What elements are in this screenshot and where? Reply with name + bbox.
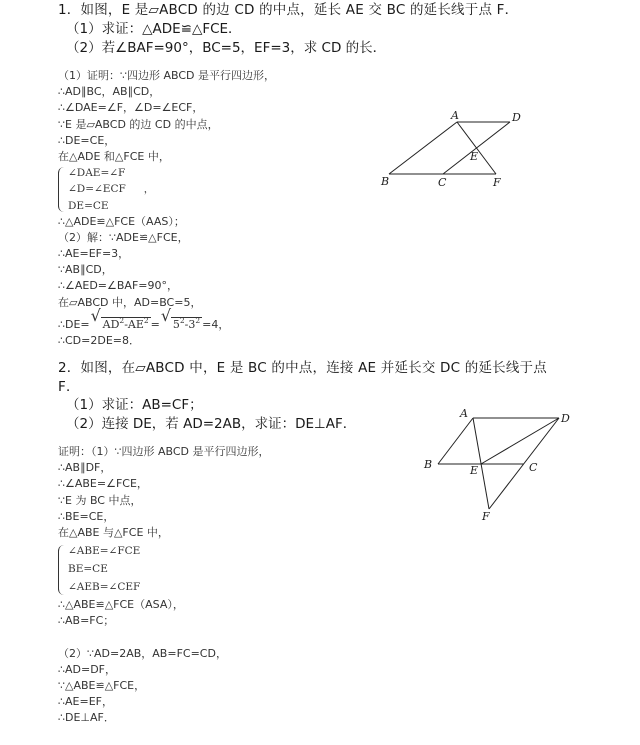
exponent: 2 bbox=[143, 315, 149, 325]
sqrt-icon bbox=[162, 313, 202, 333]
label-C: C bbox=[438, 176, 447, 189]
q1-sol-line: ∴AE=EF=3， bbox=[58, 247, 130, 261]
q1-sol-line: （2）解：∵ADE≌△FCE， bbox=[58, 230, 189, 244]
q2-sys-line: ∠ABE=∠FCE bbox=[68, 545, 141, 558]
q2-sol-line: ∴AD=DF， bbox=[58, 662, 117, 676]
q2-sol-line: ∵△ABE≌△FCE， bbox=[58, 679, 146, 693]
label-A: A bbox=[460, 407, 468, 420]
q1-equation-system bbox=[58, 165, 275, 214]
q1-sys-line-tail: ， bbox=[143, 183, 155, 196]
q1-title: 1．如图，E 是▱ABCD 的边 CD 的中点，延长 AE 交 BC 的延长线于点 F． bbox=[58, 2, 519, 18]
q2-part1: （1）求证：AB=CF； bbox=[66, 397, 203, 413]
segment-AF bbox=[457, 122, 496, 174]
q1-sol-line: 在▱ABCD 中，AD=BC=5， bbox=[58, 295, 202, 309]
label-D: D bbox=[512, 111, 521, 124]
q2-sys-line: BE=CE bbox=[68, 563, 108, 576]
q2-title: 2．如图，在▱ABCD 中，E 是 BC 的中点，连接 AE 并延长交 DC 的延长线于点 bbox=[58, 360, 547, 376]
q1-figure bbox=[375, 105, 535, 195]
exponent: 2 bbox=[195, 315, 201, 325]
segment-DE bbox=[481, 418, 559, 464]
label-D: D bbox=[561, 412, 570, 425]
q1-sol-line: （1）证明：∵四边形 ABCD 是平行四边形， bbox=[58, 69, 276, 82]
q2-sol-line: ∴DE⊥AF． bbox=[58, 711, 115, 725]
blank-line bbox=[58, 630, 270, 646]
label-B: B bbox=[424, 458, 433, 471]
q1-sol-line: ∴△ADE≌△FCE（AAS）； bbox=[58, 214, 185, 228]
q2-title-cont: F． bbox=[58, 379, 80, 395]
q2-sol-line: ∴△ABE≌△FCE（ASA）， bbox=[58, 598, 184, 612]
q1-sol-line: ∴CD=2DE=8． bbox=[58, 333, 141, 347]
label-E: E bbox=[470, 464, 479, 477]
q2-part2: （2）连接 DE，若 AD=2AB，求证：DE⊥AF． bbox=[66, 416, 357, 432]
q1-sol-line: 在△ADE 和△FCE 中， bbox=[58, 149, 170, 163]
exponent: 2 bbox=[119, 315, 125, 325]
sqrt-result: =4， bbox=[202, 317, 230, 331]
q2-sol-line: ∴AB=FC； bbox=[58, 614, 115, 628]
q2-sol-line: ∴BE=CE， bbox=[58, 509, 115, 523]
q2-sol-line: 在△ABE 与△FCE 中， bbox=[58, 525, 169, 539]
q2-sol-line: ∴∠ABE=∠FCE， bbox=[58, 477, 148, 491]
equals: = bbox=[150, 317, 160, 331]
q2-sol-line: 证明：（1）∵四边形 ABCD 是平行四边形， bbox=[58, 445, 270, 458]
segment-AB bbox=[389, 122, 457, 174]
exponent: 2 bbox=[179, 315, 185, 325]
label-E: E bbox=[470, 150, 479, 163]
q2-sol-line: ∵E 为 BC 中点， bbox=[58, 493, 142, 507]
q1-sys-line: DE=CE bbox=[68, 199, 109, 212]
q1-sys-line bbox=[68, 181, 275, 197]
q1-sol-line: ∴AD∥BC，AB∥CD， bbox=[58, 85, 161, 99]
q1-part1: （1）求证：△ADE≌△FCE． bbox=[66, 21, 242, 37]
q1-sol-line: ∴∠DAE=∠F，∠D=∠ECF， bbox=[58, 101, 204, 115]
label-C: C bbox=[529, 461, 538, 474]
segment-AB bbox=[438, 418, 473, 464]
q2-sys-line: ∠AEB=∠CEF bbox=[68, 581, 141, 594]
q1-sol-line: ∵AB∥CD， bbox=[58, 263, 113, 277]
q1-sol-line: ∴∠AED=∠BAF=90°， bbox=[58, 279, 178, 293]
q2-sol-line: ∴AB∥DF， bbox=[58, 461, 112, 475]
q1-sys-line: ∠DAE=∠F bbox=[68, 167, 126, 180]
brace-icon bbox=[58, 545, 66, 595]
q2-sol-line: （2）∵AD=2AB，AB=FC=CD， bbox=[58, 646, 227, 660]
rad-term: -3 bbox=[184, 317, 196, 331]
q2-solution bbox=[58, 444, 270, 727]
q1-solution bbox=[58, 68, 275, 349]
q1-sys-line-text: ∠D=∠ECF bbox=[68, 183, 126, 196]
q1-sol-line-sqrt bbox=[58, 311, 275, 333]
q1-part2: （2）若∠BAF=90°，BC=5，EF=3，求 CD 的长． bbox=[66, 40, 387, 56]
brace-icon bbox=[58, 167, 66, 212]
rad-term: 5 bbox=[172, 317, 180, 331]
rad-term: -AE bbox=[124, 317, 144, 331]
q2-figure bbox=[418, 402, 578, 527]
label-A: A bbox=[451, 109, 459, 122]
sqrt-icon bbox=[92, 313, 151, 333]
q1-sol-line: ∵E 是▱ABCD 的边 CD 的中点， bbox=[58, 117, 219, 131]
label-F: F bbox=[482, 510, 490, 523]
q2-sol-line: ∴AE=EF， bbox=[58, 695, 113, 709]
q2-equation-system bbox=[58, 543, 270, 597]
label-F: F bbox=[493, 176, 501, 189]
rad-term: AD bbox=[102, 317, 120, 331]
sqrt-prefix: ∴DE= bbox=[58, 317, 90, 331]
label-B: B bbox=[381, 175, 390, 188]
q1-sol-line: ∴DE=CE， bbox=[58, 133, 116, 147]
